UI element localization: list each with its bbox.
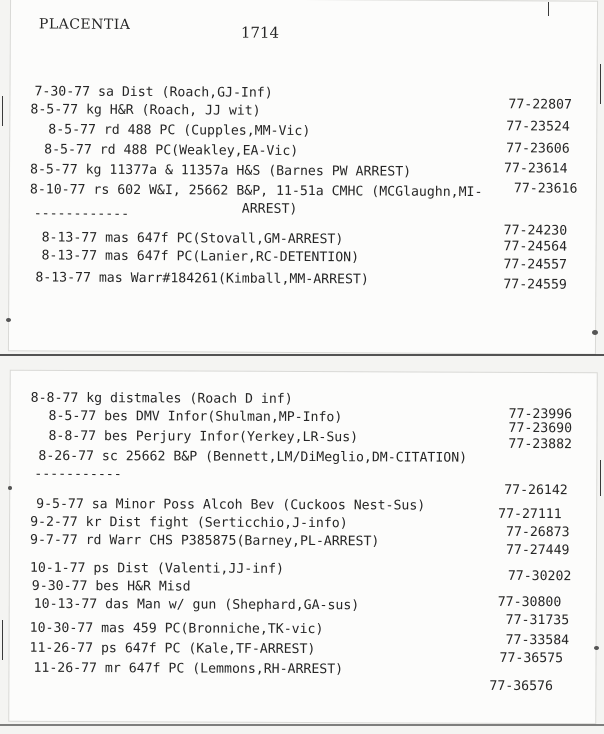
entry-text: 11-26-77 mr 647f PC (Lemmons,RH-ARREST) — [33, 660, 344, 678]
case-number: 77-26142 — [504, 482, 568, 499]
entry-text: 9-5-77 sa Minor Poss Alcoh Bev (Cuckoos Nest-Sus) — [36, 496, 426, 514]
case-number: 77-31735 — [505, 612, 570, 629]
case-number: 77-23882 — [508, 436, 573, 453]
case-number: 77-23690 — [508, 420, 573, 437]
case-number: 77-23616 — [513, 181, 578, 197]
entry-text: 7-30-77 sa Dist (Roach,GJ-Inf) — [34, 84, 273, 101]
entry-text: 8-5-77 rd 488 PC (Cupples,MM-Vic) — [48, 122, 311, 140]
scan-mark — [2, 96, 3, 126]
case-number: 77-26873 — [506, 524, 570, 541]
scan-mark — [2, 620, 3, 660]
entry-text: 10-13-77 das Man w/ gun (Shephard,GA-sus) — [33, 596, 360, 614]
entry-text: 8-13-77 mas 647f PC(Lanier,RC-DETENTION) — [41, 248, 360, 266]
scan-mark — [548, 2, 549, 16]
scan-speck — [592, 330, 598, 335]
entry-text: ------------ — [33, 206, 130, 222]
entry-text: ARREST) — [241, 201, 298, 217]
scan-speck — [6, 318, 11, 322]
case-number: 77-30202 — [507, 568, 572, 585]
city-header: PLACENTIA — [38, 16, 131, 33]
entry-text: ----------- — [34, 466, 122, 483]
entry-text: 8-5-77 rd 488 PC(Weakley,EA-Vic) — [44, 142, 299, 159]
scan-edge-line — [0, 354, 604, 356]
case-number: 77-24559 — [503, 277, 567, 293]
entry-text: 11-26-77 ps 647f PC (Kale,TF-ARREST) — [29, 640, 316, 658]
entry-text: 8-5-77 kg H&R (Roach, JJ wit) — [30, 102, 261, 119]
entry-text: 8-5-77 kg 11377a & 11357a H&S (Barnes PW ARREST) — [29, 162, 412, 180]
entry-text: 8-26-77 sc 25662 B&P (Bennett,LM/DiMeglio,DM-CITATION) — [38, 448, 468, 466]
scan-mark — [600, 64, 601, 104]
case-number: 77-30800 — [497, 594, 562, 611]
entry-text: 9-30-77 bes H&R Misd — [31, 578, 191, 595]
case-number: 77-22807 — [508, 97, 573, 113]
entry-text: 9-2-77 kr Dist fight (Serticchio,J-info) — [30, 514, 348, 532]
case-number: 77-27111 — [498, 506, 562, 523]
scan-mark — [600, 460, 601, 496]
entry-text: 10-1-77 ps Dist (Valenti,JJ-inf) — [29, 560, 285, 577]
entry-text: 8-13-77 mas 647f PC(Stovall,GM-ARREST) — [41, 230, 344, 248]
scan-speck — [8, 486, 12, 490]
scan-edge-line — [0, 724, 604, 726]
case-number: 77-24557 — [503, 257, 568, 273]
entry-text: 8-13-77 mas Warr#184261(Kimball,MM-ARREST) — [35, 270, 369, 288]
case-number: 77-23614 — [504, 161, 568, 177]
case-number: 77-33584 — [505, 632, 570, 649]
case-number: 77-24564 — [503, 239, 568, 255]
case-number: 77-36576 — [489, 678, 553, 695]
case-number: 77-27449 — [505, 542, 570, 559]
entry-text: 8-8-77 kg distmales (Roach D inf) — [30, 390, 293, 407]
entry-text: 9-7-77 rd Warr CHS P385875(Barney,PL-ARREST) — [29, 532, 380, 550]
page-number: 1714 — [240, 23, 280, 42]
case-number: 77-36575 — [499, 650, 564, 667]
case-number: 77-24230 — [503, 223, 568, 239]
index-card-top — [9, 0, 597, 354]
scan-speck — [594, 646, 599, 650]
case-number: 77-23606 — [506, 141, 570, 157]
entry-text: 10-30-77 mas 459 PC(Bronniche,TK-vic) — [29, 620, 324, 638]
entry-text: 8-8-77 bes Perjury Infor(Yerkey,LR-Sus) — [48, 428, 359, 446]
entry-text: 8-5-77 bes DMV Infor(Shulman,MP-Info) — [48, 408, 343, 426]
case-number: 77-23524 — [506, 119, 570, 135]
index-card-bottom — [9, 371, 597, 724]
entry-text: 8-10-77 rs 602 W&I, 25662 B&P, 11-51a CMHC (MCGlaughn,MI- — [29, 182, 483, 201]
case-number: 77-23996 — [508, 406, 573, 423]
